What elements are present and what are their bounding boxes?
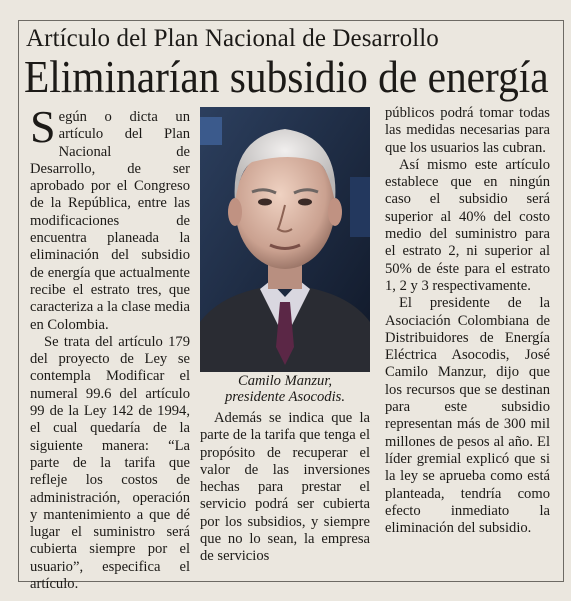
paragraph: Además se indica que la parte de la tarifa que tenga el propósito de recuperar el valor de las inversiones hechas para prestar el servicio podrá ser cubierta por los subsidios, y siempre que no lo sean, la empresa de servicios [200, 410, 370, 565]
paragraph-text: egún o dicta un artículo del Plan Nacional de Desarrollo, de ser aprobado por el Congreso de la República, entre las modificaciones de encuentra planeada la eliminación del subsidio de energía que actualmente recibe el estrato tres, que caracteriza a la clase media en Colombia. [30, 109, 190, 333]
caption-title: presidente Asocodis. [225, 389, 345, 405]
paragraph: Se trata del artículo 179 del proyecto de Ley se contempla Modificar el numeral 99.6 del artículo 99 de la Ley 142 de 1994, el cual quedaría de la siguiente manera: “La parte de la tarifa que refleje los costos de administración, operación y mantenimiento a que dé lugar el suministro será cubierta siempre por el usuario”, especifica el artículo. [30, 333, 190, 593]
article-headline: Eliminarían subsidio de energía [24, 51, 549, 102]
drop-cap: S [30, 101, 56, 152]
column-1 [30, 101, 190, 593]
caption-name: Camilo Manzur, [237, 373, 333, 389]
photo-caption [200, 373, 370, 405]
paragraph: públicos podrá tomar todas las medidas necesarias para que los usuarios las cubran. [385, 105, 550, 156]
column-2 [200, 410, 370, 566]
paragraph: Así mismo este artículo establece que en ningún caso el subsidio será superior al 40% del costo medio del suministro para el estrato 2, ni superior al 50% de éste para el estrato 1, 2 y 3 respectivamente. [385, 156, 550, 294]
portrait-illustration [200, 107, 370, 372]
paragraph: El presidente de la Asociación Colombiana de Distribuidores de Energía Eléctrica Asocodis, José Camilo Manzur, dijo que los recursos que se destinan para este subsidio representan más de 300 mil millones de pesos al año. El líder gremial explicó que si la ley se aprueba como está planteada, tendría como efecto inmediato la eliminación del subsidio. [385, 295, 550, 537]
portrait-photo [200, 107, 370, 372]
paragraph [30, 101, 190, 334]
article-kicker: Artículo del Plan Nacional de Desarrollo [26, 25, 439, 52]
column-3 [385, 105, 550, 537]
